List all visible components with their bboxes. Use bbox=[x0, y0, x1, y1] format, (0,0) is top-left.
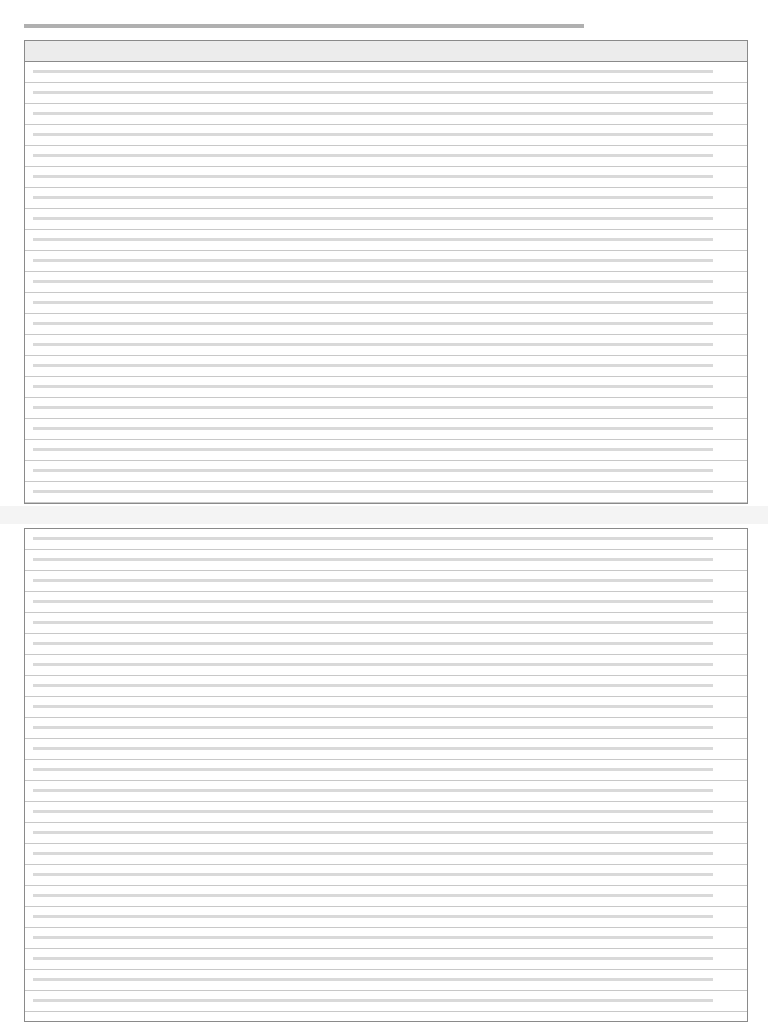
table-row bbox=[25, 293, 747, 314]
table-row bbox=[25, 676, 747, 697]
table-part-1 bbox=[24, 40, 748, 504]
table-row bbox=[25, 230, 747, 251]
table-row bbox=[25, 592, 747, 613]
table-row bbox=[25, 949, 747, 970]
table-row bbox=[25, 970, 747, 991]
table-header bbox=[25, 41, 747, 62]
table-row bbox=[25, 718, 747, 739]
table-row bbox=[25, 739, 747, 760]
table-row bbox=[25, 928, 747, 949]
table-row bbox=[25, 335, 747, 356]
table-row bbox=[25, 529, 747, 550]
table-row bbox=[25, 83, 747, 104]
table-row bbox=[25, 209, 747, 230]
table-row bbox=[25, 571, 747, 592]
table-row bbox=[25, 251, 747, 272]
table-row bbox=[25, 823, 747, 844]
table-row bbox=[25, 634, 747, 655]
table-row bbox=[25, 886, 747, 907]
section-heading bbox=[24, 24, 584, 28]
table-row bbox=[25, 440, 747, 461]
table-row bbox=[25, 991, 747, 1012]
table-row bbox=[25, 461, 747, 482]
table-row bbox=[25, 907, 747, 928]
table-row bbox=[25, 613, 747, 634]
table-row bbox=[25, 844, 747, 865]
page-break bbox=[0, 506, 768, 524]
table-row bbox=[25, 146, 747, 167]
table-row bbox=[25, 482, 747, 503]
table-row bbox=[25, 272, 747, 293]
table-row bbox=[25, 655, 747, 676]
table-row bbox=[25, 314, 747, 335]
table-row bbox=[25, 865, 747, 886]
table-row bbox=[25, 781, 747, 802]
table-row bbox=[25, 697, 747, 718]
table-row bbox=[25, 802, 747, 823]
table-row bbox=[25, 419, 747, 440]
table-row bbox=[25, 550, 747, 571]
table-row bbox=[25, 104, 747, 125]
table-row bbox=[25, 125, 747, 146]
table-row bbox=[25, 760, 747, 781]
table-part-2 bbox=[24, 528, 748, 1022]
table-row bbox=[25, 377, 747, 398]
table-row bbox=[25, 167, 747, 188]
table-row bbox=[25, 188, 747, 209]
table-row bbox=[25, 62, 747, 83]
table-row bbox=[25, 398, 747, 419]
table-row bbox=[25, 356, 747, 377]
